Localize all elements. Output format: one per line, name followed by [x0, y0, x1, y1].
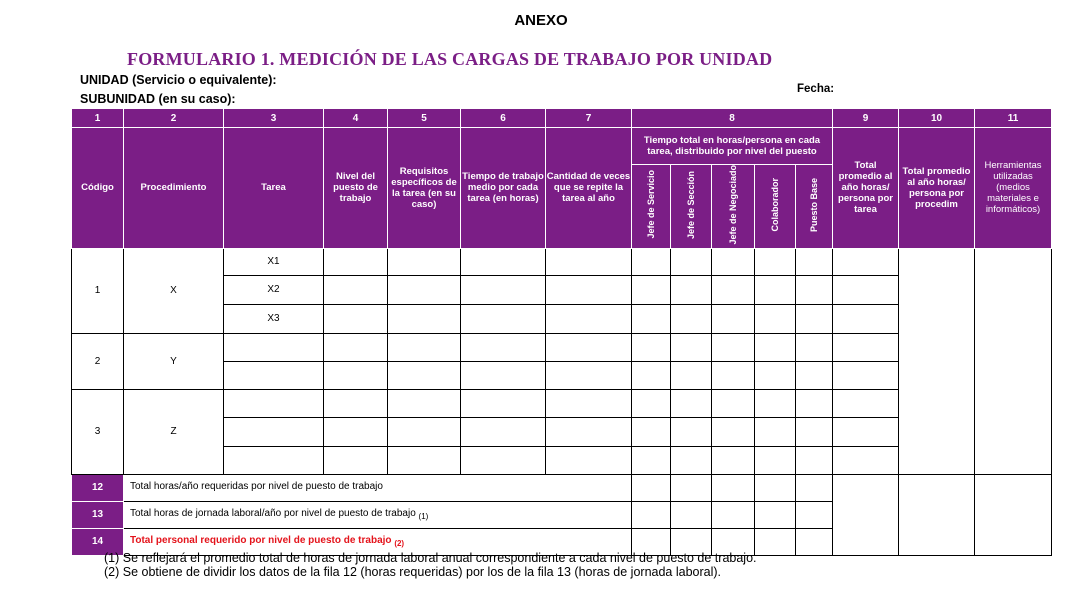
cell-total-nivel[interactable]: [632, 474, 671, 501]
cell-total-promedio[interactable]: [833, 474, 899, 555]
sub-level-label: Jefe de Servicio: [646, 170, 656, 240]
cell-tiempo-nivel[interactable]: [671, 248, 712, 275]
cell-promedio-tarea[interactable]: [833, 417, 899, 446]
col-number: 6: [461, 109, 546, 128]
header-promedio-tarea: Total promedio al año horas/ persona por tarea: [833, 128, 899, 249]
cell-nivel[interactable]: [324, 361, 388, 389]
cell-tiempo-nivel[interactable]: [671, 389, 712, 417]
cell-promedio-tarea[interactable]: [833, 446, 899, 474]
fecha-label: Fecha:: [797, 83, 835, 95]
cell-total-nivel[interactable]: [755, 474, 796, 501]
cell-codigo: 2: [72, 333, 124, 389]
cell-tiempo-nivel[interactable]: [755, 304, 796, 333]
unidad-label: UNIDAD (Servicio o equivalente):: [80, 73, 277, 87]
cell-tarea[interactable]: X1: [224, 248, 324, 275]
cell-tiempo-nivel[interactable]: [755, 389, 796, 417]
total-row-label: [124, 501, 632, 528]
cell-cantidad[interactable]: [546, 361, 632, 389]
cell-nivel[interactable]: [324, 333, 388, 361]
cell-nivel[interactable]: [324, 446, 388, 474]
col-number: 9: [833, 109, 899, 128]
cell-tiempo-nivel[interactable]: [632, 361, 671, 389]
cell-tiempo[interactable]: [461, 389, 546, 417]
cell-tiempo-nivel[interactable]: [671, 275, 712, 304]
header-jefe-seccion: [671, 165, 712, 249]
cell-total-proc[interactable]: [899, 474, 975, 555]
sub-level-label: Jefe de Sección: [686, 170, 696, 239]
cell-nivel[interactable]: [324, 389, 388, 417]
cell-requisitos[interactable]: [388, 275, 461, 304]
cell-tiempo-nivel[interactable]: [671, 446, 712, 474]
cell-tarea[interactable]: [224, 361, 324, 389]
total-row-number: 12: [72, 474, 124, 501]
cell-tiempo[interactable]: [461, 275, 546, 304]
cell-herramientas[interactable]: [975, 248, 1052, 474]
cell-tiempo[interactable]: [461, 361, 546, 389]
col-number: 2: [124, 109, 224, 128]
cell-codigo: 3: [72, 389, 124, 474]
cell-tiempo-nivel[interactable]: [712, 333, 755, 361]
header-requisitos: Requisitos específicos de la tarea (en su caso): [388, 128, 461, 249]
header-jefe-servicio: [632, 165, 671, 249]
cell-tarea[interactable]: [224, 417, 324, 446]
total-row: [72, 474, 1052, 501]
cell-promedio-tarea[interactable]: [833, 248, 899, 275]
cell-cantidad[interactable]: [546, 417, 632, 446]
cell-tiempo-nivel[interactable]: [712, 417, 755, 446]
cell-tiempo-nivel[interactable]: [755, 275, 796, 304]
cell-tiempo[interactable]: [461, 417, 546, 446]
footnote-1: (1) Se reflejará el promedio total de horas de jornada laboral anual correspondiente a cada nivel de puesto de trabajo.: [104, 551, 757, 565]
cell-requisitos[interactable]: [388, 389, 461, 417]
cell-requisitos[interactable]: [388, 417, 461, 446]
cell-nivel[interactable]: [324, 417, 388, 446]
header-herramientas: Herramientas utilizadas (medios materiales e informáticos): [975, 128, 1052, 249]
cell-total-herramientas[interactable]: [975, 474, 1052, 555]
cell-tiempo-nivel[interactable]: [632, 333, 671, 361]
cell-nivel[interactable]: [324, 248, 388, 275]
cell-tarea[interactable]: [224, 333, 324, 361]
header-cantidad: Cantidad de veces que se repite la tarea al año: [546, 128, 632, 249]
cell-total-nivel[interactable]: [755, 528, 796, 555]
table-row: [72, 248, 1052, 275]
header-codigo: Código: [72, 128, 124, 249]
cell-total-nivel[interactable]: [671, 474, 712, 501]
header-procedimiento: Procedimiento: [124, 128, 224, 249]
col-number: 8: [632, 109, 833, 128]
cell-requisitos[interactable]: [388, 333, 461, 361]
cell-tiempo-nivel[interactable]: [632, 304, 671, 333]
cell-tiempo-nivel[interactable]: [712, 248, 755, 275]
cell-procedimiento: X: [124, 248, 224, 333]
cell-nivel[interactable]: [324, 275, 388, 304]
total-label-text: Total horas/año requeridas por nivel de puesto de trabajo: [130, 481, 383, 493]
total-row-number: 13: [72, 501, 124, 528]
cell-requisitos[interactable]: [388, 248, 461, 275]
cell-tiempo-nivel[interactable]: [755, 333, 796, 361]
col-number: 11: [975, 109, 1052, 128]
total-row-label: [124, 474, 632, 501]
cell-tiempo-nivel[interactable]: [796, 417, 833, 446]
cell-tiempo-nivel[interactable]: [796, 248, 833, 275]
col-number: 3: [224, 109, 324, 128]
cell-tiempo-nivel[interactable]: [755, 248, 796, 275]
cell-tiempo-nivel[interactable]: [755, 417, 796, 446]
sub-level-label: Jefe de Negociado: [728, 165, 738, 245]
cell-tiempo[interactable]: [461, 248, 546, 275]
cell-requisitos[interactable]: [388, 304, 461, 333]
header-tiempo: Tiempo de trabajo medio por cada tarea (en horas): [461, 128, 546, 249]
cell-tiempo-nivel[interactable]: [671, 361, 712, 389]
cell-tiempo-nivel[interactable]: [671, 333, 712, 361]
cell-tiempo-nivel[interactable]: [632, 275, 671, 304]
cell-tiempo[interactable]: [461, 446, 546, 474]
cell-tarea[interactable]: [224, 389, 324, 417]
header-nivel: Nivel del puesto de trabajo: [324, 128, 388, 249]
cell-tiempo-nivel[interactable]: [796, 304, 833, 333]
cell-promedio-tarea[interactable]: [833, 275, 899, 304]
cell-requisitos[interactable]: [388, 361, 461, 389]
cell-tiempo[interactable]: [461, 304, 546, 333]
cell-cantidad[interactable]: [546, 446, 632, 474]
cell-promedio-tarea[interactable]: [833, 304, 899, 333]
cell-tarea[interactable]: X3: [224, 304, 324, 333]
cell-promedio-proc[interactable]: [899, 248, 975, 474]
cell-total-nivel[interactable]: [632, 501, 671, 528]
cell-tarea[interactable]: X2: [224, 275, 324, 304]
cell-procedimiento: Z: [124, 389, 224, 474]
cell-promedio-tarea[interactable]: [833, 333, 899, 361]
cell-tiempo-nivel[interactable]: [712, 389, 755, 417]
cell-tiempo-nivel[interactable]: [796, 361, 833, 389]
subunidad-label: SUBUNIDAD (en su caso):: [80, 92, 236, 106]
cell-tiempo-nivel[interactable]: [632, 248, 671, 275]
cell-total-nivel[interactable]: [796, 501, 833, 528]
cell-total-nivel[interactable]: [712, 474, 755, 501]
cell-total-nivel[interactable]: [671, 501, 712, 528]
cell-tiempo[interactable]: [461, 333, 546, 361]
cell-cantidad[interactable]: [546, 333, 632, 361]
cell-tiempo-nivel[interactable]: [755, 361, 796, 389]
sub-level-label: Puesto Base: [809, 177, 819, 232]
cell-tiempo-nivel[interactable]: [632, 417, 671, 446]
total-label-note: (2): [394, 539, 405, 549]
header-puesto-base: [796, 165, 833, 249]
cell-codigo: 1: [72, 248, 124, 333]
header-jefe-negociado: [712, 165, 755, 249]
cell-cantidad[interactable]: [546, 304, 632, 333]
col-number: 4: [324, 109, 388, 128]
total-label-text: Total horas de jornada laboral/año por nivel de puesto de trabajo: [130, 508, 416, 520]
cell-cantidad[interactable]: [546, 248, 632, 275]
form-title: FORMULARIO 1. MEDICIÓN DE LAS CARGAS DE TRABAJO POR UNIDAD: [127, 49, 773, 69]
header-promedio-proc: Total promedio al año horas/ persona por procedim: [899, 128, 975, 249]
total-row-number: 14: [72, 528, 124, 555]
col-number: 7: [546, 109, 632, 128]
cell-promedio-tarea[interactable]: [833, 389, 899, 417]
col-number: 5: [388, 109, 461, 128]
col-number: 10: [899, 109, 975, 128]
header-colaborador: [755, 165, 796, 249]
cell-tiempo-nivel[interactable]: [796, 275, 833, 304]
cell-cantidad[interactable]: [546, 275, 632, 304]
cell-tiempo-nivel[interactable]: [712, 304, 755, 333]
cell-total-nivel[interactable]: [796, 528, 833, 555]
cell-total-nivel[interactable]: [796, 474, 833, 501]
cell-tarea[interactable]: [224, 446, 324, 474]
cell-promedio-tarea[interactable]: [833, 361, 899, 389]
cell-tiempo-nivel[interactable]: [796, 333, 833, 361]
col-number: 1: [72, 109, 124, 128]
sub-level-label: Colaborador: [770, 178, 780, 232]
cell-requisitos[interactable]: [388, 446, 461, 474]
header-tarea: Tarea: [224, 128, 324, 249]
cell-tiempo-nivel[interactable]: [671, 304, 712, 333]
cell-procedimiento: Y: [124, 333, 224, 389]
cell-tiempo-nivel[interactable]: [755, 446, 796, 474]
workload-table: [71, 108, 1052, 556]
cell-cantidad[interactable]: [546, 389, 632, 417]
cell-total-nivel[interactable]: [755, 501, 796, 528]
cell-tiempo-nivel[interactable]: [712, 275, 755, 304]
cell-tiempo-nivel[interactable]: [712, 361, 755, 389]
annex-title: ANEXO: [514, 12, 568, 29]
total-label-note: (1): [418, 512, 429, 522]
cell-tiempo-nivel[interactable]: [632, 446, 671, 474]
header-tiempo-total: Tiempo total en horas/persona en cada tarea, distribuido por nivel del puesto: [632, 128, 833, 165]
cell-total-nivel[interactable]: [712, 501, 755, 528]
footnotes: [104, 551, 757, 579]
cell-tiempo-nivel[interactable]: [671, 417, 712, 446]
cell-nivel[interactable]: [324, 304, 388, 333]
footnote-2: (2) Se obtiene de dividir los datos de la fila 12 (horas requeridas) por los de la fila 13 (horas de jornada laboral).: [104, 565, 722, 579]
cell-tiempo-nivel[interactable]: [796, 389, 833, 417]
total-label-text: Total personal requerido por nivel de puesto de trabajo: [130, 535, 392, 547]
cell-tiempo-nivel[interactable]: [632, 389, 671, 417]
cell-tiempo-nivel[interactable]: [712, 446, 755, 474]
cell-tiempo-nivel[interactable]: [796, 446, 833, 474]
table-body: [72, 248, 1052, 555]
